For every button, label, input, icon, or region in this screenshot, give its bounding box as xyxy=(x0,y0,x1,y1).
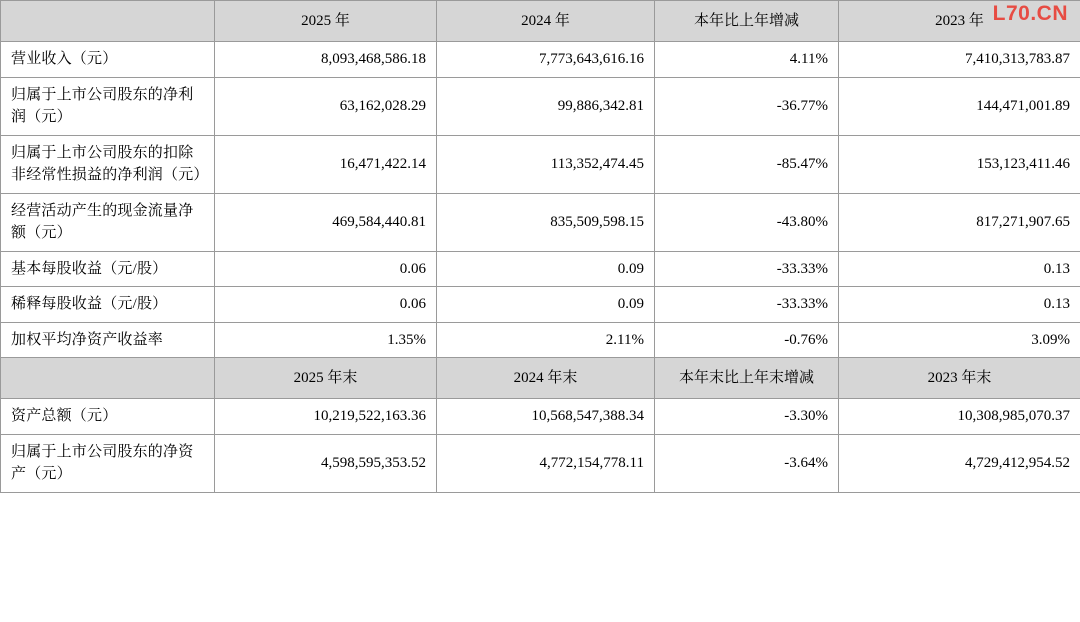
cell-2025: 4,598,595,353.52 xyxy=(215,434,437,492)
header-cell-2025-end: 2025 年末 xyxy=(215,358,437,399)
header-cell-2023-end: 2023 年末 xyxy=(839,358,1080,399)
cell-2025: 10,219,522,163.36 xyxy=(215,399,437,435)
cell-2023: 817,271,907.65 xyxy=(839,193,1080,251)
row-label-operating-cash-flow: 经营活动产生的现金流量净额（元） xyxy=(1,193,215,251)
table-header-row-annual xyxy=(1,1,1080,42)
cell-2023: 144,471,001.89 xyxy=(839,77,1080,135)
row-label-net-profit: 归属于上市公司股东的净利润（元） xyxy=(1,77,215,135)
header-cell-blank xyxy=(1,1,215,42)
cell-change: -36.77% xyxy=(655,77,839,135)
cell-change: -85.47% xyxy=(655,135,839,193)
table-row xyxy=(1,193,1080,251)
cell-2024: 113,352,474.45 xyxy=(437,135,655,193)
table-row xyxy=(1,322,1080,358)
cell-2024: 2.11% xyxy=(437,322,655,358)
cell-change: -0.76% xyxy=(655,322,839,358)
cell-2024: 99,886,342.81 xyxy=(437,77,655,135)
cell-change: -43.80% xyxy=(655,193,839,251)
header-cell-2024-end: 2024 年末 xyxy=(437,358,655,399)
cell-2023: 153,123,411.46 xyxy=(839,135,1080,193)
cell-2025: 469,584,440.81 xyxy=(215,193,437,251)
cell-2025: 1.35% xyxy=(215,322,437,358)
cell-change: -3.64% xyxy=(655,434,839,492)
table-row xyxy=(1,77,1080,135)
header-cell-change: 本年比上年增减 xyxy=(655,1,839,42)
row-label-diluted-eps: 稀释每股收益（元/股） xyxy=(1,287,215,323)
cell-change: 4.11% xyxy=(655,42,839,78)
row-label-total-assets: 资产总额（元） xyxy=(1,399,215,435)
cell-2025: 8,093,468,586.18 xyxy=(215,42,437,78)
row-label-net-profit-deducted: 归属于上市公司股东的扣除非经常性损益的净利润（元） xyxy=(1,135,215,193)
cell-change: -3.30% xyxy=(655,399,839,435)
cell-2025: 0.06 xyxy=(215,251,437,287)
table-header-row-year-end xyxy=(1,358,1080,399)
cell-2025: 0.06 xyxy=(215,287,437,323)
row-label-basic-eps: 基本每股收益（元/股） xyxy=(1,251,215,287)
watermark-label: L70.CN xyxy=(992,2,1068,25)
cell-2023: 0.13 xyxy=(839,287,1080,323)
cell-change: -33.33% xyxy=(655,251,839,287)
table-row xyxy=(1,434,1080,492)
table-row xyxy=(1,42,1080,78)
cell-2024: 10,568,547,388.34 xyxy=(437,399,655,435)
cell-2023: 3.09% xyxy=(839,322,1080,358)
row-label-roe: 加权平均净资产收益率 xyxy=(1,322,215,358)
header-cell-2024: 2024 年 xyxy=(437,1,655,42)
cell-change: -33.33% xyxy=(655,287,839,323)
table-row xyxy=(1,251,1080,287)
header-cell-2023: 2023 年 xyxy=(839,1,1080,42)
table-row xyxy=(1,135,1080,193)
cell-2023: 10,308,985,070.37 xyxy=(839,399,1080,435)
cell-2023: 0.13 xyxy=(839,251,1080,287)
cell-2025: 63,162,028.29 xyxy=(215,77,437,135)
cell-2024: 7,773,643,616.16 xyxy=(437,42,655,78)
cell-2023: 4,729,412,954.52 xyxy=(839,434,1080,492)
cell-2024: 0.09 xyxy=(437,251,655,287)
cell-2024: 0.09 xyxy=(437,287,655,323)
row-label-revenue: 营业收入（元） xyxy=(1,42,215,78)
header-cell-blank-2 xyxy=(1,358,215,399)
cell-2024: 4,772,154,778.11 xyxy=(437,434,655,492)
cell-2024: 835,509,598.15 xyxy=(437,193,655,251)
row-label-net-assets: 归属于上市公司股东的净资产（元） xyxy=(1,434,215,492)
header-cell-2025: 2025 年 xyxy=(215,1,437,42)
header-cell-change-end: 本年末比上年末增减 xyxy=(655,358,839,399)
cell-2025: 16,471,422.14 xyxy=(215,135,437,193)
cell-2023: 7,410,313,783.87 xyxy=(839,42,1080,78)
table-row xyxy=(1,287,1080,323)
table-row xyxy=(1,399,1080,435)
